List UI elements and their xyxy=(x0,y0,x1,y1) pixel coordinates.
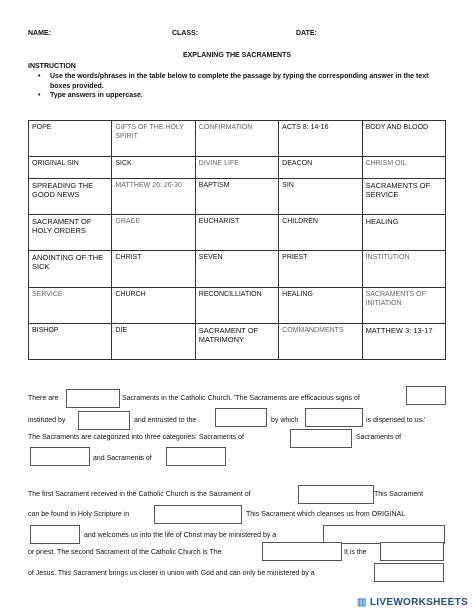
table-cell: SICK xyxy=(112,157,195,179)
word-bank-table xyxy=(28,120,446,360)
answer-box[interactable] xyxy=(305,408,363,427)
table-cell: MATTHEW 3: 13-17 xyxy=(362,323,445,359)
passage-text: This Sacrament which cleanses us from ORIGINAL xyxy=(246,511,406,518)
table-row xyxy=(29,323,446,359)
passage-text: and welcomes us into the life of Christ may be ministered by a xyxy=(84,532,277,539)
table-cell: ORIGINAL SIN xyxy=(29,157,112,179)
table-cell: POPE xyxy=(29,121,112,157)
answer-box[interactable] xyxy=(380,542,444,561)
passage-text: There are xyxy=(28,395,59,402)
table-row xyxy=(29,215,446,251)
table-row xyxy=(29,157,446,179)
answer-box[interactable] xyxy=(66,389,120,408)
table-cell: RECONCILLIATION xyxy=(195,287,278,323)
class-label: CLASS: xyxy=(172,30,199,37)
table-cell: CHRIST xyxy=(112,251,195,287)
table-cell: SACRAMENTS OF SERVICE xyxy=(362,179,445,215)
table-cell: COMMANDMENTS xyxy=(279,323,362,359)
name-label: NAME: xyxy=(28,30,51,37)
table-cell: BAPTISM xyxy=(195,179,278,215)
passage-text: or priest. The second Sacrament of the Catholic Church is The xyxy=(28,549,222,556)
passage-text: Sacraments of xyxy=(356,434,402,441)
answer-box[interactable] xyxy=(166,447,226,466)
table-cell: HEALING xyxy=(362,215,445,251)
answer-box[interactable] xyxy=(298,485,374,504)
table-cell: SEVEN xyxy=(195,251,278,287)
answer-box[interactable] xyxy=(30,447,90,466)
instruction-heading: INSTRUCTION xyxy=(28,63,76,70)
table-cell: DEACON xyxy=(279,157,362,179)
table-cell: SERVICE xyxy=(29,287,112,323)
answer-box[interactable] xyxy=(262,542,342,561)
table-cell: SACRAMENT OF MATRIMONY xyxy=(195,323,278,359)
passage-text: is dispensed to us.' xyxy=(366,417,426,424)
table-cell: CHILDREN xyxy=(279,215,362,251)
table-cell: CHURCH xyxy=(112,287,195,323)
table-cell: CHRISM OIL xyxy=(362,157,445,179)
passage-text: can be found in Holy Scripture in xyxy=(28,511,130,518)
table-row xyxy=(29,251,446,287)
passage-text: instituted by xyxy=(28,417,66,424)
table-cell: GRACE xyxy=(112,215,195,251)
passage-text: This Sacrament xyxy=(374,491,424,498)
table-cell: EUCHARIST xyxy=(195,215,278,251)
passage-text: The first Sacrament received in the Catholic Church is the Sacrament of xyxy=(28,491,251,498)
passage-text: It is the xyxy=(344,549,367,556)
table-cell: ANOINTING OF THE SICK xyxy=(29,251,112,287)
logo-text: LIVEWORKSHEETS xyxy=(369,597,468,608)
passage-text: of Jesus. This Sacrament brings us closer in union with God and can only be ministered by a xyxy=(28,570,315,577)
table-cell: GIFTS OF THE HOLY SPIRIT xyxy=(112,121,195,157)
passage-text: The Sacraments are categorized into three categories: Sacraments of xyxy=(28,434,244,441)
table-cell: ACTS 8: 14-16 xyxy=(279,121,362,157)
table-cell: HEALING xyxy=(279,287,362,323)
instruction-bullet: • Use the words/phrases in the table below to complete the passage by typing the corresponding answer in the text boxes provided. xyxy=(38,72,448,91)
answer-box[interactable] xyxy=(215,408,267,427)
instruction-bullet: • Type answers in uppercase. xyxy=(38,91,448,101)
table-cell: SACRAMENTS OF INITIATION xyxy=(362,287,445,323)
table-row xyxy=(29,179,446,215)
table-cell: MATTHEW 26: 26-30 xyxy=(112,179,195,215)
answer-box[interactable] xyxy=(78,411,130,430)
passage-text: and Sacraments of xyxy=(93,455,152,462)
logo-icon: ▥ xyxy=(357,597,367,608)
table-cell: SIN xyxy=(279,179,362,215)
passage-text: . xyxy=(228,455,230,462)
passage-text: and entrusted to the xyxy=(134,417,197,424)
table-cell: BISHOP xyxy=(29,323,112,359)
liveworksheets-logo xyxy=(357,597,468,608)
table-cell: SACRAMENT OF HOLY ORDERS xyxy=(29,215,112,251)
answer-box[interactable] xyxy=(290,429,352,448)
answer-box[interactable] xyxy=(406,386,446,405)
answer-box[interactable] xyxy=(154,505,242,524)
page-title: EXPLANING THE SACRAMENTS xyxy=(182,52,292,59)
table-cell: DIE xyxy=(112,323,195,359)
date-label: DATE: xyxy=(296,30,317,37)
table-cell: DIVINE LIFE xyxy=(195,157,278,179)
table-row xyxy=(29,287,446,323)
instruction-list xyxy=(38,72,448,101)
table-cell: INSTITUTION xyxy=(362,251,445,287)
table-cell: CONFIRMATION xyxy=(195,121,278,157)
table-row xyxy=(29,121,446,157)
table-cell: PRIEST xyxy=(279,251,362,287)
table-cell: BODY AND BLOOD xyxy=(362,121,445,157)
answer-box[interactable] xyxy=(30,525,80,544)
answer-box[interactable] xyxy=(374,563,444,582)
passage-text: Sacraments in the Catholic Church. 'The Sacraments are efficacious signs of xyxy=(122,395,360,402)
table-cell: SPREADING THE GOOD NEWS xyxy=(29,179,112,215)
passage-text: by which xyxy=(271,417,299,424)
